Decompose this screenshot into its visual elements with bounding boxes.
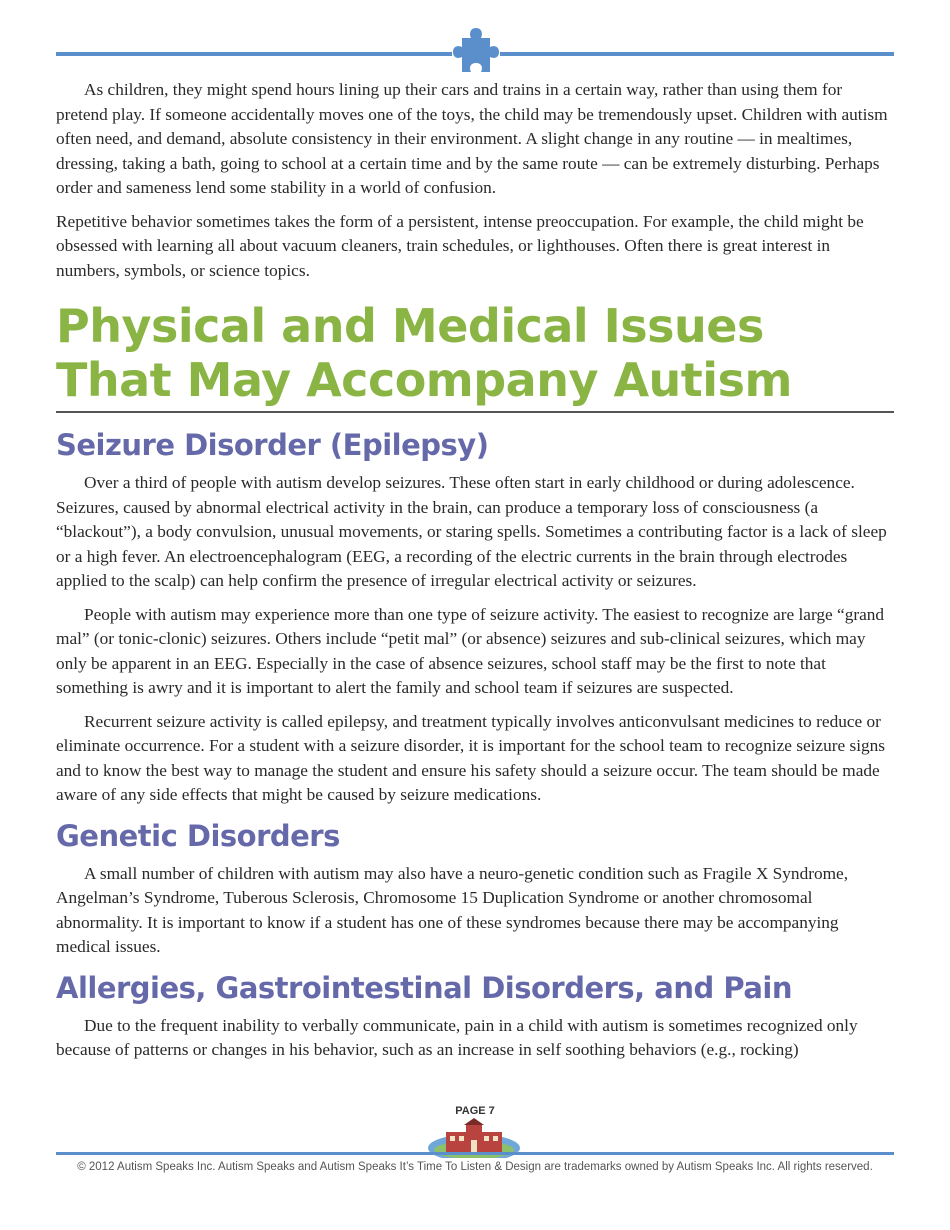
seizure-paragraph-2: People with autism may experience more than one type of seizure activity. The easiest to recognize are large “grand mal” (or tonic-clonic) seizures. Others include “petit mal” (or absence) seizures and sub-clinical seizures, which may only be apparent in an EEG. Especially in the case of absence seizures, school staff may be the first to note that something is awry and it is important to alert the family and school team if seizures are suspected. xyxy=(56,604,885,697)
genetic-paragraph-1: A small number of children with autism may also have a neuro-genetic condition such as Fragile X Syndrome, Angelman’s Syndrome, Tuberous Sclerosis, Chromosome 15 Duplication Syndrome or another chromosomal abnormality. It is important to know if a student has one of these syndromes because there may be accompanying medical issues. xyxy=(56,863,849,956)
page-content xyxy=(56,78,894,1072)
main-heading xyxy=(56,299,894,407)
seizure-heading: Seizure Disorder (Epilepsy) xyxy=(56,428,489,462)
main-heading-line-2: That May Accompany Autism xyxy=(56,353,792,407)
intro-paragraph-1: As children, they might spend hours lining up their cars and trains in a certain way, rather than using them for pretend play. If someone accidentally moves one of the toys, the child may be tremendously upset. Children with autism often need, and demand, absolute consistency in their environment. A slight change in any routine — in mealtimes, dressing, taking a bath, going to school at a certain time and by the same route — can be extremely disturbing. Perhaps order and sameness lend some stability in a world of confusion. xyxy=(56,80,888,197)
bottom-divider xyxy=(56,1152,894,1155)
allergies-paragraph-1: Due to the frequent inability to verbally communicate, pain in a child with autism is sometimes recognized only because of patterns or changes in his behavior, such as an increase in self soothing behaviors (e.g., rocking) xyxy=(56,1015,858,1059)
copyright-notice: © 2012 Autism Speaks Inc. Autism Speaks and Autism Speaks It’s Time To Listen & Design are trademarks owned by Autism Speaks Inc. All rights reserved. xyxy=(77,1161,873,1173)
seizure-paragraph-1: Over a third of people with autism develop seizures. These often start in early childhood or during adolescence. Seizures, caused by abnormal electrical activity in the brain, can produce a temporary loss of consciousness (a “blackout”), a body convulsion, unusual movements, or staring spells. Sometimes a contributing factor is a lack of sleep or a high fever. An electroencephalogram (EEG, a recording of the electric currents in the brain through electrodes applied to the scalp) can help confirm the presence of irregular electrical activity or seizures. xyxy=(56,473,887,590)
allergies-heading: Allergies, Gastrointestinal Disorders, and Pain xyxy=(56,970,792,1005)
puzzle-piece-icon xyxy=(452,26,500,76)
main-heading-line-1: Physical and Medical Issues xyxy=(56,299,764,353)
page-number: PAGE 7 xyxy=(455,1105,495,1117)
seizure-paragraph-3: Recurrent seizure activity is called epilepsy, and treatment typically involves anticonvulsant medicines to reduce or eliminate occurrence. For a student with a seizure disorder, it is important for the school team to recognize seizure signs and to know the best way to manage the student and ensure his safety should a seizure occur. The team should be made aware of any side effects that might be caused by seizure medications. xyxy=(56,711,886,804)
intro-paragraph-2: Repetitive behavior sometimes takes the form of a persistent, intense preoccupation. For example, the child might be obsessed with learning all about vacuum cleaners, train schedules, or lighthouses. Often there is great interest in numbers, symbols, or science topics. xyxy=(56,211,864,280)
heading-divider xyxy=(56,411,894,413)
genetic-heading: Genetic Disorders xyxy=(56,818,340,853)
